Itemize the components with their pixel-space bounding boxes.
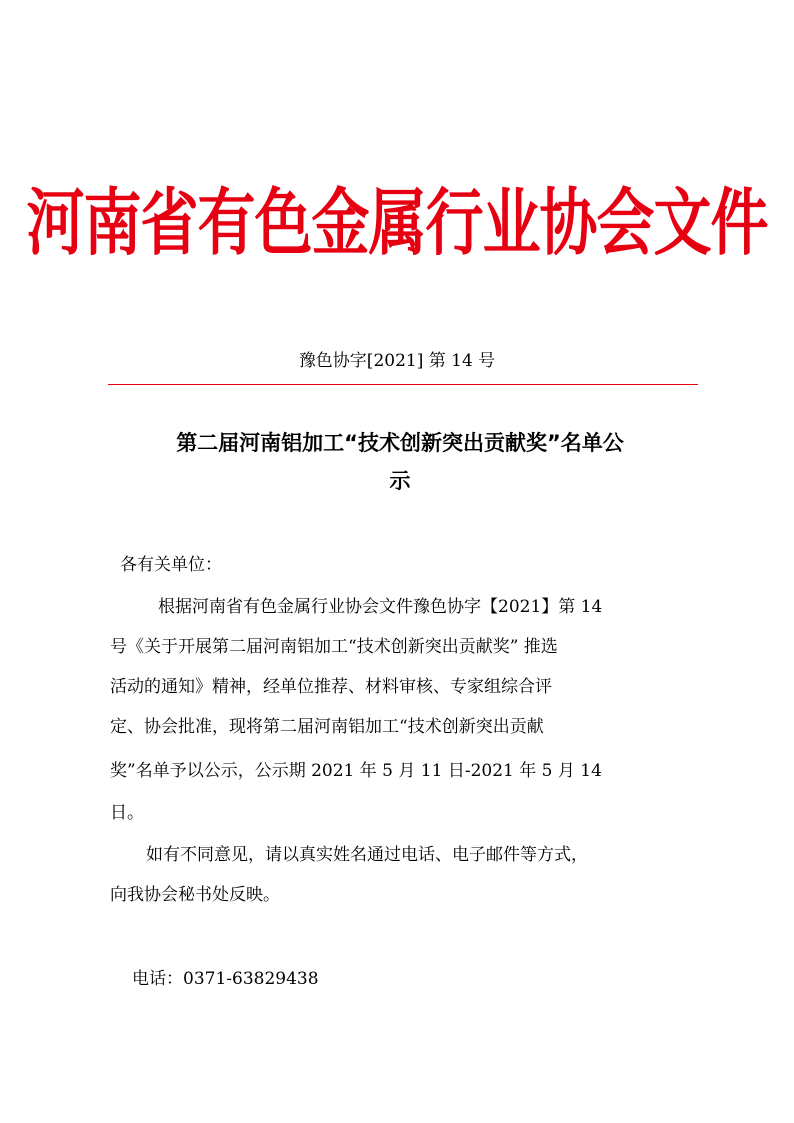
paragraph-1-line-1: 根据河南省有色金属行业协会文件豫色协字【2021】第 14: [158, 597, 603, 617]
notice-title-line-2: 示: [389, 469, 411, 493]
notice-title-line-1: 第二届河南铝加工“技术创新突出贡献奖”名单公: [176, 431, 624, 455]
paragraph-2-line-1: 如有不同意见，请以真实姓名通过电话、电子邮件等方式，: [146, 845, 588, 865]
notice-title: [120, 424, 680, 500]
org-header-title: 河南省有色金属行业协会文件: [26, 180, 768, 266]
paragraph-1-line-5: 奖”名单予以公示，公示期 2021 年 5 月 11 日-2021 年 5 月 14: [110, 761, 602, 781]
paragraph-1-line-3: 活动的通知》精神，经单位推荐、材料审核、专家组综合评: [110, 677, 552, 697]
contact-phone: 电话：0371-63829438: [132, 969, 319, 989]
header-divider: [108, 384, 698, 385]
paragraph-1-line-4: 定、协会批准，现将第二届河南铝加工“技术创新突出贡献: [110, 717, 544, 737]
salutation: 各有关单位：: [120, 555, 222, 575]
paragraph-1-line-2: 号《关于开展第二届河南铝加工“技术创新突出贡献奖” 推选: [110, 637, 558, 657]
paragraph-2-line-2: 向我协会秘书处反映。: [110, 885, 280, 905]
paragraph-1-line-6: 日。: [110, 803, 144, 823]
document-number: 豫色协字[2021] 第 14 号: [298, 351, 496, 371]
